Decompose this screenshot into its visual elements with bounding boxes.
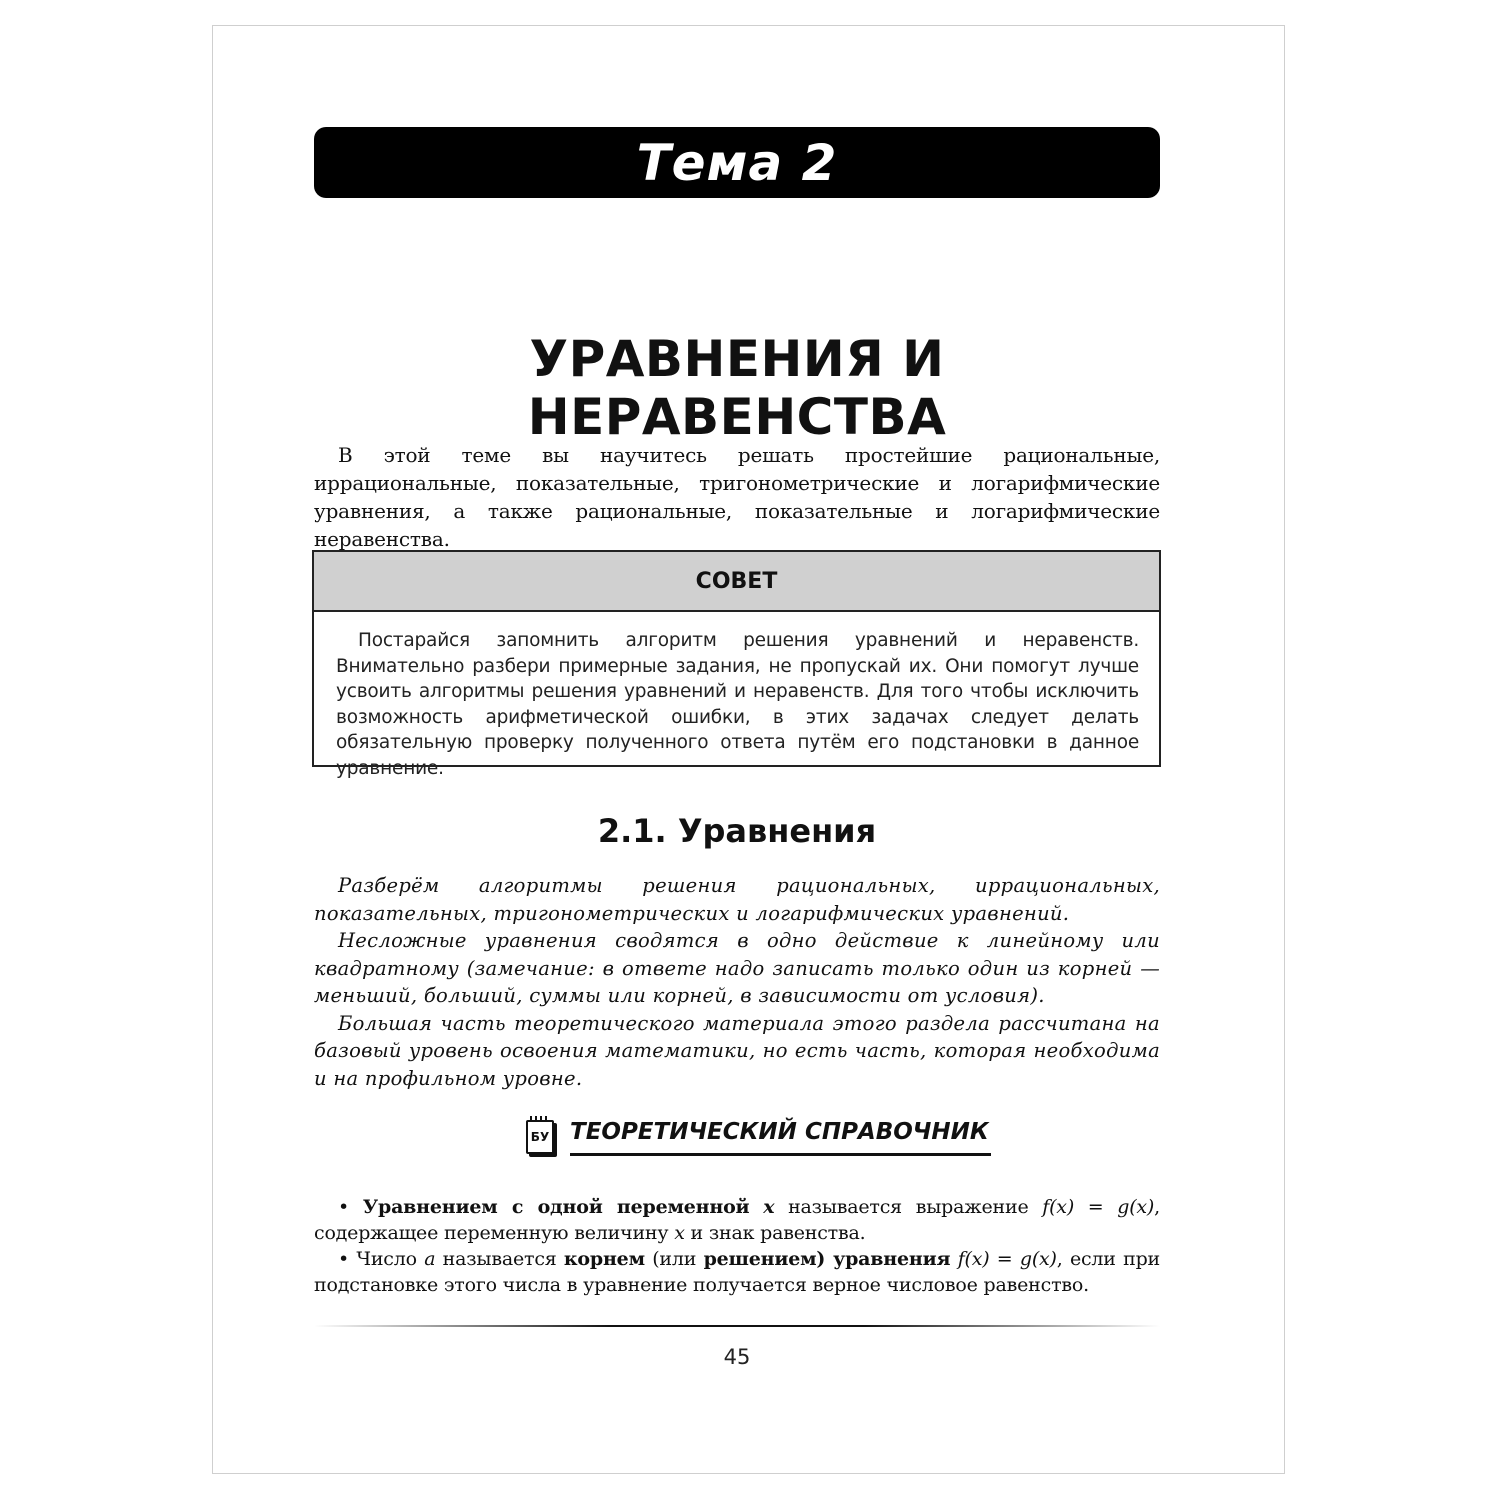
advice-text: Постарайся запомнить алгоритм решения уравнений и неравенств. Внимательно разбери примерные задания, не пропускай их. Они помогут лучше усвоить алгоритмы решения уравнений и неравенств. Для того чтобы исключить возможность арифметической ошибки, в этих задачах следует делать обязательную проверку полученного ответа путём его подстановки в данное уравнение.	[336, 630, 1139, 779]
notepad-icon: БУ	[526, 1120, 554, 1154]
definition-equation: • Уравнением с одной переменной x называется выражение f(x) = g(x), содержащее переменную величину x и знак равенства.	[314, 1196, 1160, 1244]
section-paragraph: Разберём алгоритмы решения рациональных, иррациональных, показательных, тригонометрических и логарифмических уравнений.	[314, 874, 1160, 925]
definitions	[314, 1194, 1160, 1298]
advice-box	[312, 550, 1161, 779]
definition-root: • Число a называется корнем (или решением) уравнения f(x) = g(x), если при подстановке этого числа в уравнение получается верное числовое равенство.	[314, 1248, 1160, 1296]
section-paragraph: Большая часть теоретического материала этого раздела рассчитана на базовый уровень освоения математики, но есть часть, которая необходима и на профильном уровне.	[314, 1011, 1160, 1090]
page-number: 45	[723, 1345, 751, 1369]
footer-divider	[314, 1325, 1160, 1327]
section-title: 2.1. Уравнения	[597, 812, 877, 850]
topic-banner	[314, 127, 1160, 198]
topic-label: Тема 2	[636, 133, 838, 192]
intro-paragraph: В этой теме вы научитесь решать простейшие рациональные, иррациональные, показательные, тригонометрические и логарифмические уравнения, а также рациональные, показательные и логарифмические неравенства.	[314, 443, 1160, 551]
advice-header: СОВЕТ	[314, 552, 1159, 612]
reference-header	[526, 1114, 991, 1160]
page-title: УРАВНЕНИЯ И НЕРАВЕНСТВА	[527, 330, 947, 446]
reference-title: ТЕОРЕТИЧЕСКИЙ СПРАВОЧНИК	[570, 1119, 991, 1156]
section-paragraph: Несложные уравнения сводятся в одно действие к линейному или квадратному (замечание: в ответе надо записать только один из корней — меньший, больший, суммы или корней, в зависимости от условия).	[314, 929, 1160, 1007]
section-body	[314, 872, 1160, 1092]
